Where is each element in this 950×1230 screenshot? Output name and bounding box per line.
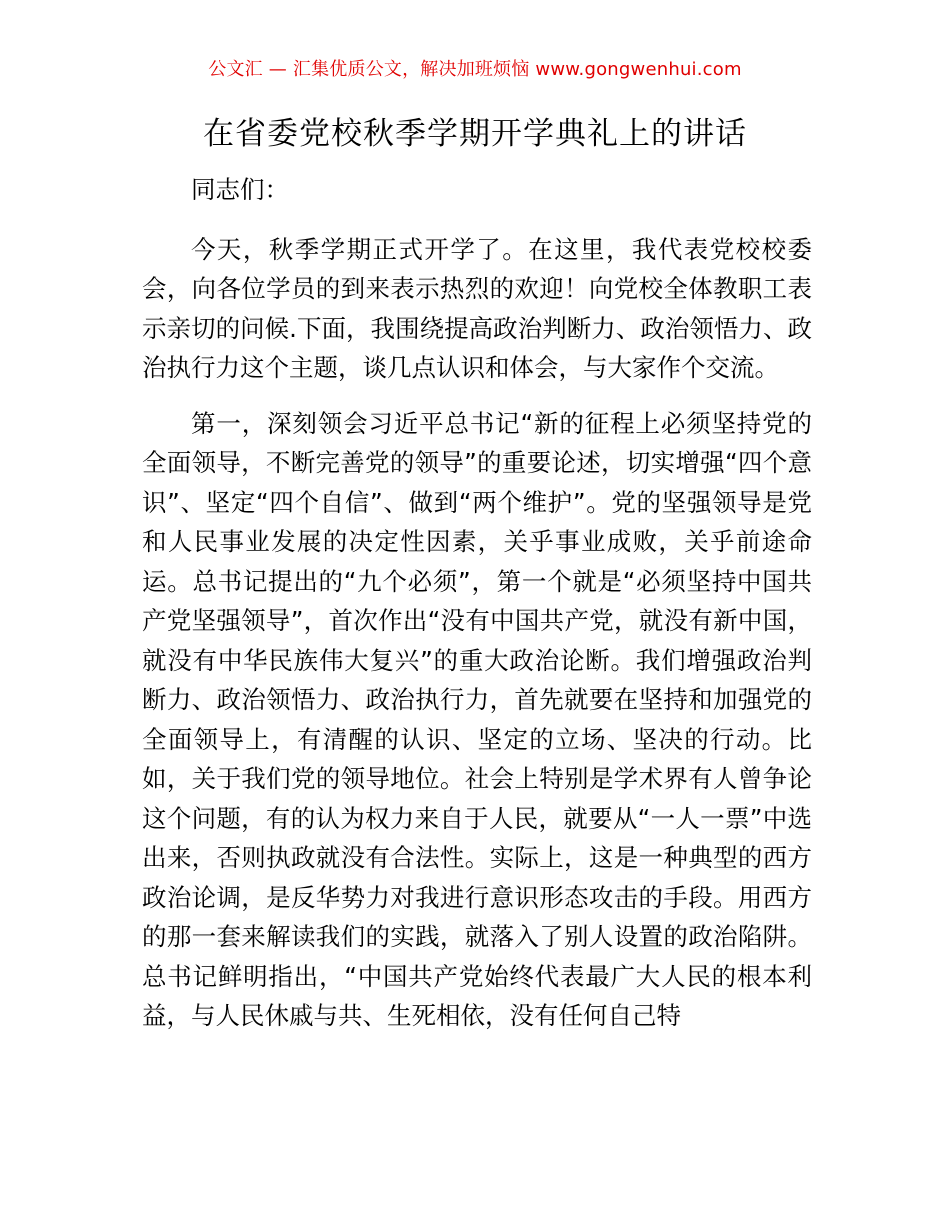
- document-body: [142, 170, 812, 1036]
- site-watermark: 公文汇 — 汇集优质公文，解决加班烦恼 www.gongwenhui.com: [208, 59, 742, 80]
- paragraph-opening: 今天，秋季学期正式开学了。在这里，我代表党校校委会，向各位学员的到来表示热烈的欢迎！向党校全体教职工表示亲切的问候.下面，我围绕提高政治判断力、政治领悟力、政治执行力这个主题，谈几点认识和体会，与大家作个交流。: [142, 234, 812, 382]
- document-title: 在省委党校秋季学期开学典礼上的讲话: [203, 116, 747, 152]
- paragraph-first-point: 第一，深刻领会习近平总书记“新的征程上必须坚持党的全面领导，不断完善党的领导”的重要论述，切实增强“四个意识”、坚定“四个自信”、做到“两个维护”。党的坚强领导是党和人民事业发展的决定性因素，关乎事业成败，关乎前途命运。总书记提出的“九个必须”，第一个就是“必须坚持中国共产党坚强领导”，首次作出“没有中国共产党，就没有新中国，就没有中华民族伟大复兴”的重大政治论断。我们增强政治判断力、政治领悟力、政治执行力，首先就要在坚持和加强党的全面领导上，有清醒的认识、坚定的立场、坚决的行动。比如，关于我们党的领导地位。社会上特别是学术界有人曾争论这个问题，有的认为权力来自于人民，就要从“一人一票”中选出来，否则执政就没有合法性。实际上，这是一种典型的西方政治论调，是反华势力对我进行意识形态攻击的手段。用西方的那一套来解读我们的实践，就落入了别人设置的政治陷阱。总书记鲜明指出，“中国共产党始终代表最广大人民的根本利益，与人民休戚与共、生死相依，没有任何自己特: [142, 408, 812, 1030]
- salutation: 同志们：: [191, 175, 289, 204]
